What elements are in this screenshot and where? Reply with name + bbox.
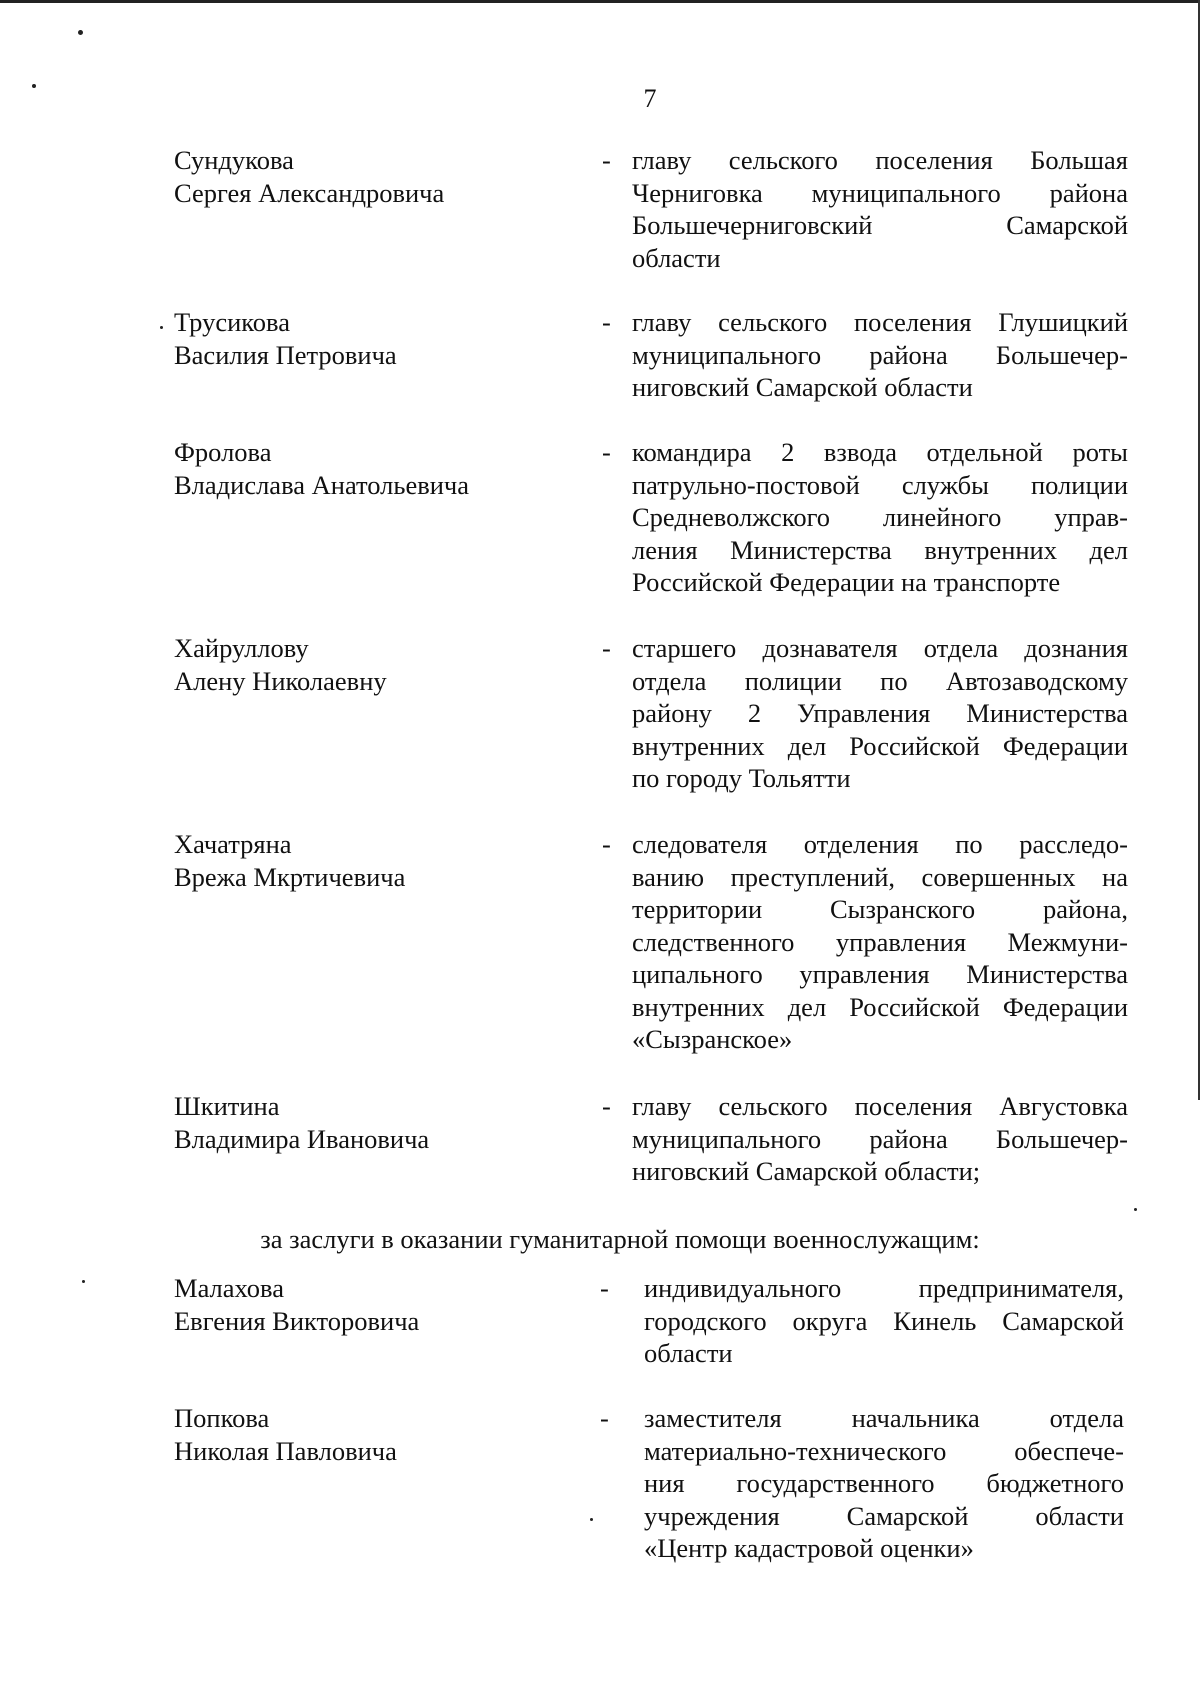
person-given-names: Алену Николаевну (174, 665, 387, 696)
position-line: учреждения Самарской области (644, 1500, 1124, 1531)
position-line: следственного управления Межмуни- (632, 926, 1128, 957)
person-position (632, 436, 1128, 599)
position-line: по городу Тольятти (632, 763, 851, 793)
position-line: «Сызранское» (632, 1024, 793, 1054)
entry-dash: - (602, 437, 611, 467)
position-line: ления Министерства внутренних дел (632, 534, 1128, 565)
person-name (174, 1272, 554, 1337)
person-given-names: Василия Петровича (174, 339, 397, 370)
position-line: Российской Федерации на транспорте (632, 567, 1061, 597)
person-surname: Шкитина (174, 1091, 280, 1121)
position-line: главу сельского поселения Большая (632, 145, 1128, 175)
scan-speck (590, 1518, 593, 1521)
position-line: ния государственного бюджетного (644, 1468, 1124, 1498)
position-line: материально-технического обеспече- (644, 1435, 1124, 1466)
person-given-names: Евгения Викторовича (174, 1305, 420, 1336)
person-given-names: Владислава Анатольевича (174, 469, 470, 500)
position-line: заместителя начальника отдела (644, 1403, 1124, 1433)
position-line: следователя отделения по расследо- (632, 829, 1128, 859)
position-line: главу сельского поселения Глушицкий (632, 307, 1128, 337)
position-line: ниговский Самарской области (632, 372, 973, 402)
position-line: ванию преступлений, совершенных на (632, 861, 1128, 892)
person-name (174, 1402, 554, 1467)
entry-dash: - (602, 633, 611, 663)
person-surname: Попкова (174, 1403, 270, 1433)
person-position (632, 828, 1128, 1056)
person-name (174, 306, 554, 371)
position-line: Средневолжского линейного управ- (632, 502, 1128, 532)
scan-speck (78, 30, 83, 35)
scan-speck (82, 1280, 85, 1283)
section-heading: за заслуги в оказании гуманитарной помощи военнослужащим: (260, 1224, 980, 1254)
position-line: старшего дознавателя отдела дознания (632, 633, 1128, 663)
position-line: ципального управления Министерства (632, 959, 1128, 989)
position-line: «Центр кадастровой оценки» (644, 1533, 974, 1563)
position-line: области (632, 242, 721, 273)
position-line: Большечерниговский Самарской (632, 210, 1128, 240)
person-surname: Хайруллову (174, 633, 309, 663)
entry-dash: - (602, 1091, 611, 1121)
person-name (174, 828, 554, 893)
person-position (632, 632, 1128, 795)
position-line: городского округа Кинель Самарской (644, 1305, 1124, 1336)
entry-dash: - (600, 1273, 609, 1303)
entry-dash: - (602, 829, 611, 859)
person-name (174, 632, 554, 697)
position-line: области (644, 1338, 733, 1368)
person-position (632, 306, 1128, 404)
position-line: отдела полиции по Автозаводскому (632, 665, 1128, 696)
position-line: индивидуального предпринимателя, (644, 1273, 1124, 1303)
position-line: Черниговка муниципального района (632, 177, 1128, 208)
person-position (644, 1402, 1124, 1565)
person-surname: Малахова (174, 1273, 284, 1303)
person-surname: Фролова (174, 437, 272, 467)
position-line: внутренних дел Российской Федерации (632, 730, 1128, 761)
person-surname: Трусикова (174, 307, 290, 337)
person-position (632, 144, 1128, 274)
position-line: командира 2 взвода отдельной роты (632, 437, 1128, 467)
person-name (174, 144, 554, 209)
position-line: муниципального района Большечер- (632, 339, 1128, 370)
person-given-names: Николая Павловича (174, 1435, 397, 1466)
entry-dash: - (602, 145, 611, 175)
person-given-names: Врежа Мкртичевича (174, 861, 406, 892)
entry-dash: - (600, 1403, 609, 1433)
position-line: внутренних дел Российской Федерации (632, 991, 1128, 1022)
entry-dash: - (602, 307, 611, 337)
person-surname: Сундукова (174, 145, 294, 175)
position-line: патрульно-постовой службы полиции (632, 469, 1128, 500)
person-position (632, 1090, 1128, 1188)
page-number: 7 (643, 84, 657, 113)
position-line: ниговский Самарской области; (632, 1156, 981, 1186)
scan-top-edge (0, 0, 1200, 3)
position-line: муниципального района Большечер- (632, 1123, 1128, 1154)
position-line: району 2 Управления Министерства (632, 698, 1128, 728)
person-given-names: Сергея Александровича (174, 177, 445, 208)
position-line: территории Сызранского района, (632, 894, 1128, 924)
scan-speck (160, 326, 163, 329)
person-given-names: Владимира Ивановича (174, 1123, 430, 1154)
scan-speck (1134, 1208, 1137, 1211)
person-name (174, 1090, 554, 1155)
person-position (644, 1272, 1124, 1370)
position-line: главу сельского поселения Августовка (632, 1091, 1128, 1121)
person-surname: Хачатряна (174, 829, 292, 859)
person-name (174, 436, 554, 501)
